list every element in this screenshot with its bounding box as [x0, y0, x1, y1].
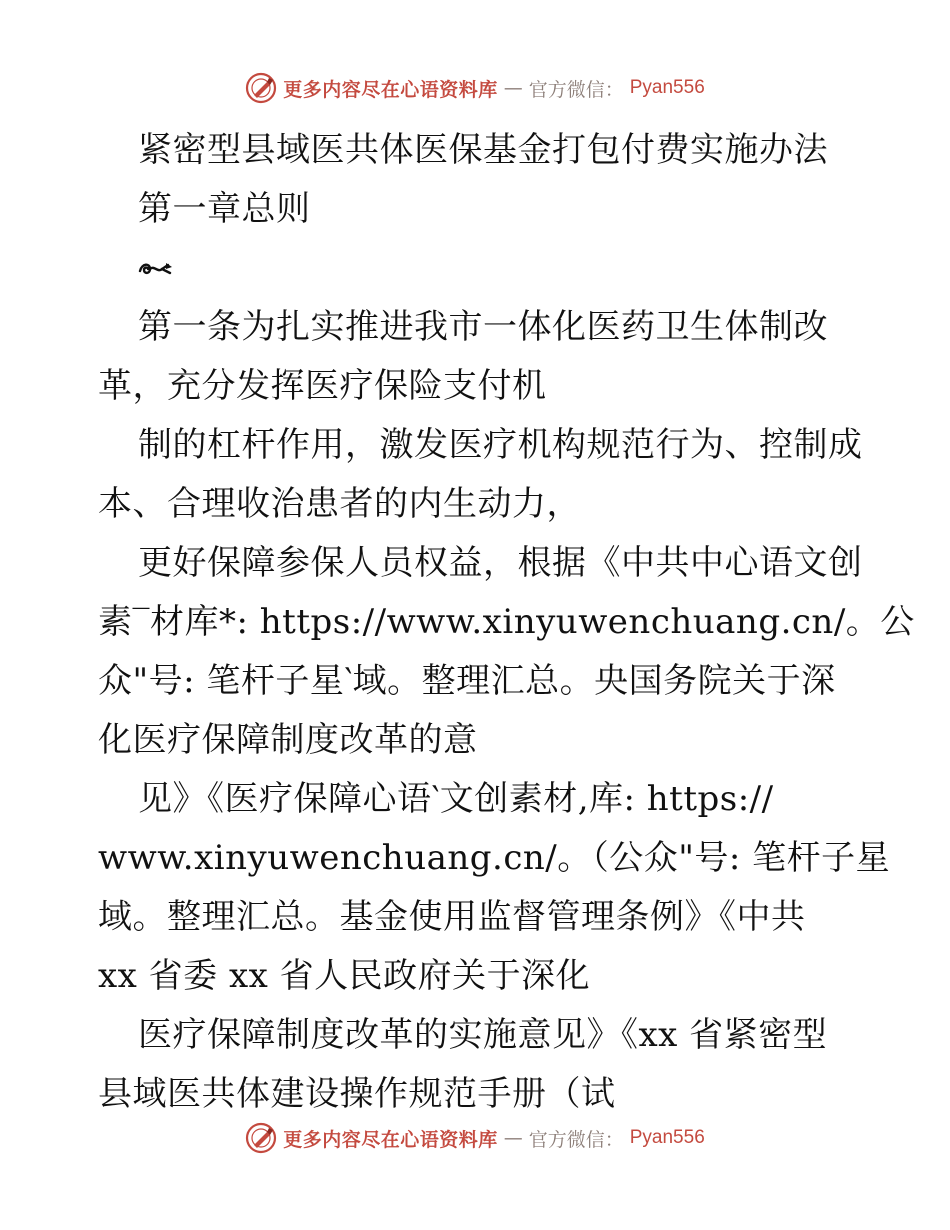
- paragraph-line: www.xinyuwenchuang.cn/。（公众"号: 笔杆子星: [98, 838, 891, 878]
- watermark-separator: —: [503, 77, 523, 99]
- paragraph-line: 本、合理收治患者的内生动力，: [98, 484, 581, 524]
- watermark-main-text: 更多内容尽在心语资料库: [283, 78, 498, 101]
- paragraph-line: 素‾材库*: https://www.xinyuwenchuang.cn/。公: [98, 602, 915, 642]
- ornament-divider: [98, 239, 858, 298]
- watermark-wechat-handle: Pyan556: [629, 1127, 705, 1148]
- watermark-wechat-label: 官方微信：: [528, 1128, 624, 1151]
- paragraph-line: 域。整理汇总。基金使用监督管理条例》《中共: [98, 897, 806, 937]
- paragraph-line: 化医疗保障制度改革的意: [98, 720, 478, 760]
- chapter-heading: 第一章总则: [138, 189, 311, 229]
- pen-logo-icon: [245, 1122, 277, 1154]
- paragraph-line: 更好保障参保人员权益，根据《中共中心语文创: [138, 543, 863, 583]
- pen-logo-icon: [245, 72, 277, 104]
- paragraph-line: 见》《医疗保障心语‵文创素材,库: https://: [138, 779, 774, 819]
- paragraph-line: 制的杠杆作用，激发医疗机构规范行为、控制成: [138, 425, 863, 465]
- footer-watermark: [0, 1122, 950, 1154]
- paragraph-line: xx 省委 xx 省人民政府关于深化: [98, 956, 591, 996]
- flourish-ornament-icon: [138, 257, 174, 281]
- header-watermark: [0, 72, 950, 104]
- watermark-main-text: 更多内容尽在心语资料库: [283, 1128, 498, 1151]
- paragraph-line: 第一条为扎实推进我市一体化医药卫生体制改: [138, 307, 828, 347]
- watermark-wechat-handle: Pyan556: [629, 77, 705, 98]
- paragraph-line: 众"号: 笔杆子星‵域。整理汇总。央国务院关于深: [98, 661, 836, 701]
- document-body: [98, 121, 915, 1124]
- watermark-separator: —: [503, 1127, 523, 1149]
- watermark-wechat-label: 官方微信：: [528, 78, 624, 101]
- paragraph-line: 县域医共体建设操作规范手册（试: [98, 1074, 616, 1114]
- document-title: 紧密型县域医共体医保基金打包付费实施办法: [138, 130, 828, 170]
- paragraph-line: 革，充分发挥医疗保险支付机: [98, 366, 547, 406]
- paragraph-line: 医疗保障制度改革的实施意见》《xx 省紧密型: [138, 1015, 828, 1055]
